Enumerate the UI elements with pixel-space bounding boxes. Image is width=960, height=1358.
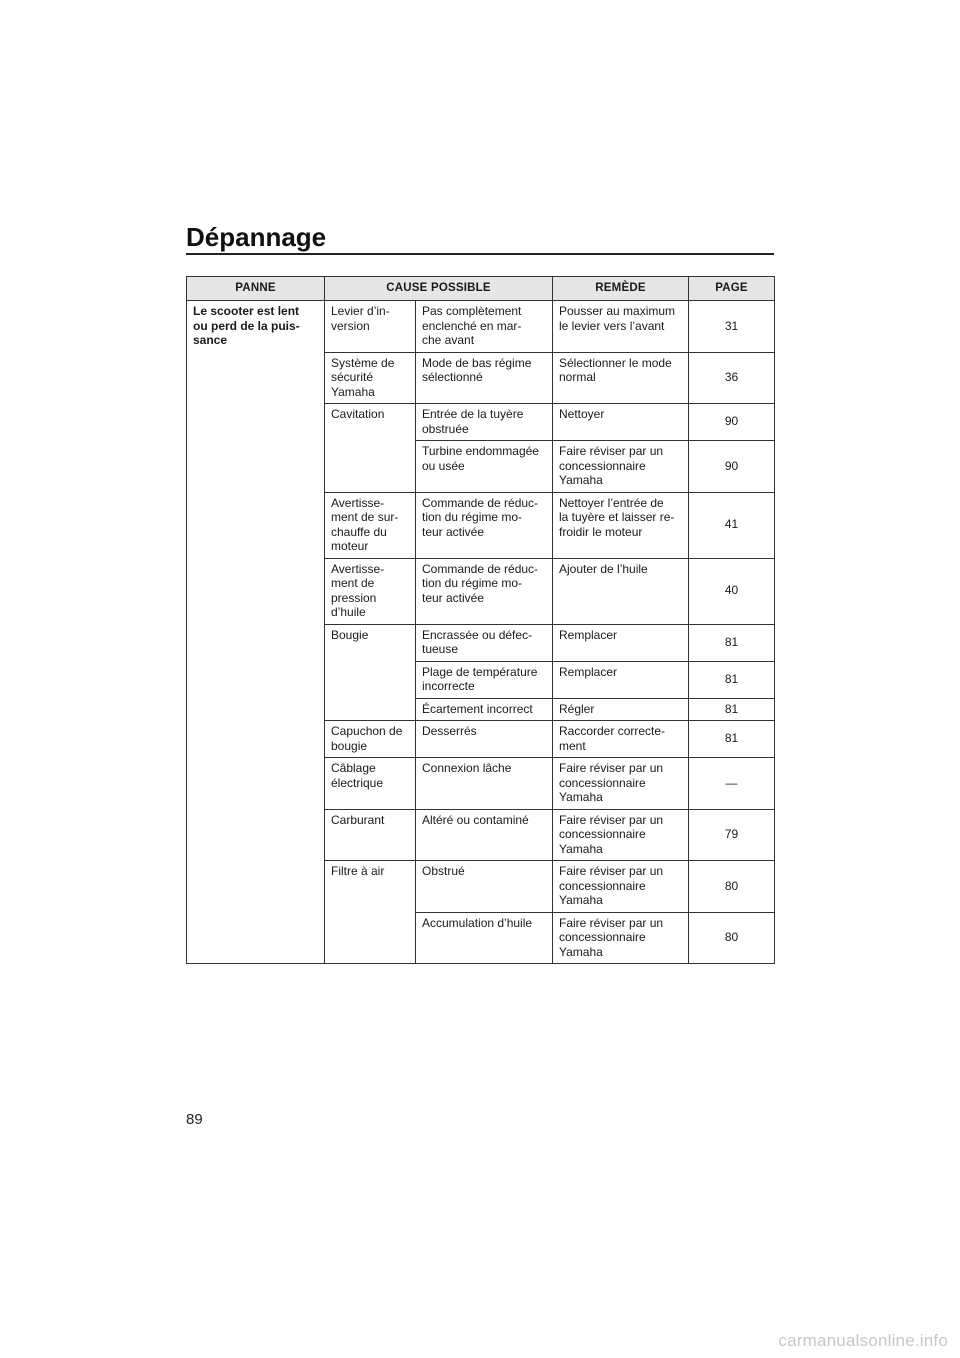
detail-cell: Obstrué xyxy=(416,861,553,913)
troubleshooting-table xyxy=(186,276,775,964)
remede-cell: Remplacer xyxy=(553,661,689,698)
remede-cell: Ajouter de l’huile xyxy=(553,558,689,624)
detail-cell: Altéré ou contaminé xyxy=(416,809,553,861)
page-ref-cell: 79 xyxy=(689,809,775,861)
watermark: carmanualsonline.info xyxy=(778,1331,948,1350)
cause-cell: Système de sécurité Yamaha xyxy=(325,352,416,404)
cause-cell: Levier d’in- version xyxy=(325,301,416,353)
page-ref-cell: 80 xyxy=(689,861,775,913)
cause-cell: Avertisse- ment de sur- chauffe du moteur xyxy=(325,492,416,558)
page-ref-cell: 81 xyxy=(689,661,775,698)
cause-cell: Avertisse- ment de pression d’huile xyxy=(325,558,416,624)
table-header-row xyxy=(187,277,775,301)
detail-cell: Écartement incorrect xyxy=(416,698,553,721)
page-title: Dépannage xyxy=(186,222,327,252)
header-remede: REMÈDE xyxy=(553,277,689,301)
page-ref-cell: 90 xyxy=(689,441,775,493)
page-ref-cell: — xyxy=(689,758,775,810)
title-divider xyxy=(186,253,774,255)
detail-cell: Connexion lâche xyxy=(416,758,553,810)
detail-cell: Commande de réduc- tion du régime mo- teur activée xyxy=(416,492,553,558)
page-ref-cell: 90 xyxy=(689,404,775,441)
cause-cell: Cavitation xyxy=(325,404,416,493)
cause-cell: Carburant xyxy=(325,809,416,861)
page-ref-cell: 31 xyxy=(689,301,775,353)
remede-cell: Faire réviser par un concessionnaire Yamaha xyxy=(553,441,689,493)
page-ref-cell: 80 xyxy=(689,912,775,964)
header-page: PAGE xyxy=(689,277,775,301)
detail-cell: Entrée de la tuyère obstruée xyxy=(416,404,553,441)
cause-cell: Capuchon de bougie xyxy=(325,721,416,758)
detail-cell: Accumulation d’huile xyxy=(416,912,553,964)
detail-cell: Mode de bas régime sélectionné xyxy=(416,352,553,404)
detail-cell: Commande de réduc- tion du régime mo- teur activée xyxy=(416,558,553,624)
remede-cell: Faire réviser par un concessionnaire Yamaha xyxy=(553,809,689,861)
panne-cell: Le scooter est lent ou perd de la puis- sance xyxy=(187,301,325,964)
remede-cell: Raccorder correcte- ment xyxy=(553,721,689,758)
remede-cell: Sélectionner le mode normal xyxy=(553,352,689,404)
cause-cell: Filtre à air xyxy=(325,861,416,964)
detail-cell: Turbine endommagée ou usée xyxy=(416,441,553,493)
remede-cell: Faire réviser par un concessionnaire Yamaha xyxy=(553,912,689,964)
detail-cell: Encrassée ou défec- tueuse xyxy=(416,624,553,661)
detail-cell: Plage de température incorrecte xyxy=(416,661,553,698)
cause-cell: Câblage électrique xyxy=(325,758,416,810)
remede-cell: Régler xyxy=(553,698,689,721)
detail-cell: Desserrés xyxy=(416,721,553,758)
troubleshooting-table-container xyxy=(186,276,774,964)
remede-cell: Faire réviser par un concessionnaire Yamaha xyxy=(553,861,689,913)
page-ref-cell: 40 xyxy=(689,558,775,624)
header-cause: CAUSE POSSIBLE xyxy=(325,277,553,301)
remede-cell: Pousser au maximum le levier vers l’avant xyxy=(553,301,689,353)
page-ref-cell: 36 xyxy=(689,352,775,404)
page-ref-cell: 81 xyxy=(689,624,775,661)
page-ref-cell: 81 xyxy=(689,721,775,758)
page-ref-cell: 41 xyxy=(689,492,775,558)
detail-cell: Pas complètement enclenché en mar- che avant xyxy=(416,301,553,353)
page-number: 89 xyxy=(186,1111,203,1128)
remede-cell: Nettoyer l’entrée de la tuyère et laisser re- froidir le moteur xyxy=(553,492,689,558)
table-row xyxy=(187,301,775,353)
remede-cell: Nettoyer xyxy=(553,404,689,441)
header-panne: PANNE xyxy=(187,277,325,301)
page-ref-cell: 81 xyxy=(689,698,775,721)
remede-cell: Remplacer xyxy=(553,624,689,661)
remede-cell: Faire réviser par un concessionnaire Yamaha xyxy=(553,758,689,810)
cause-cell: Bougie xyxy=(325,624,416,721)
